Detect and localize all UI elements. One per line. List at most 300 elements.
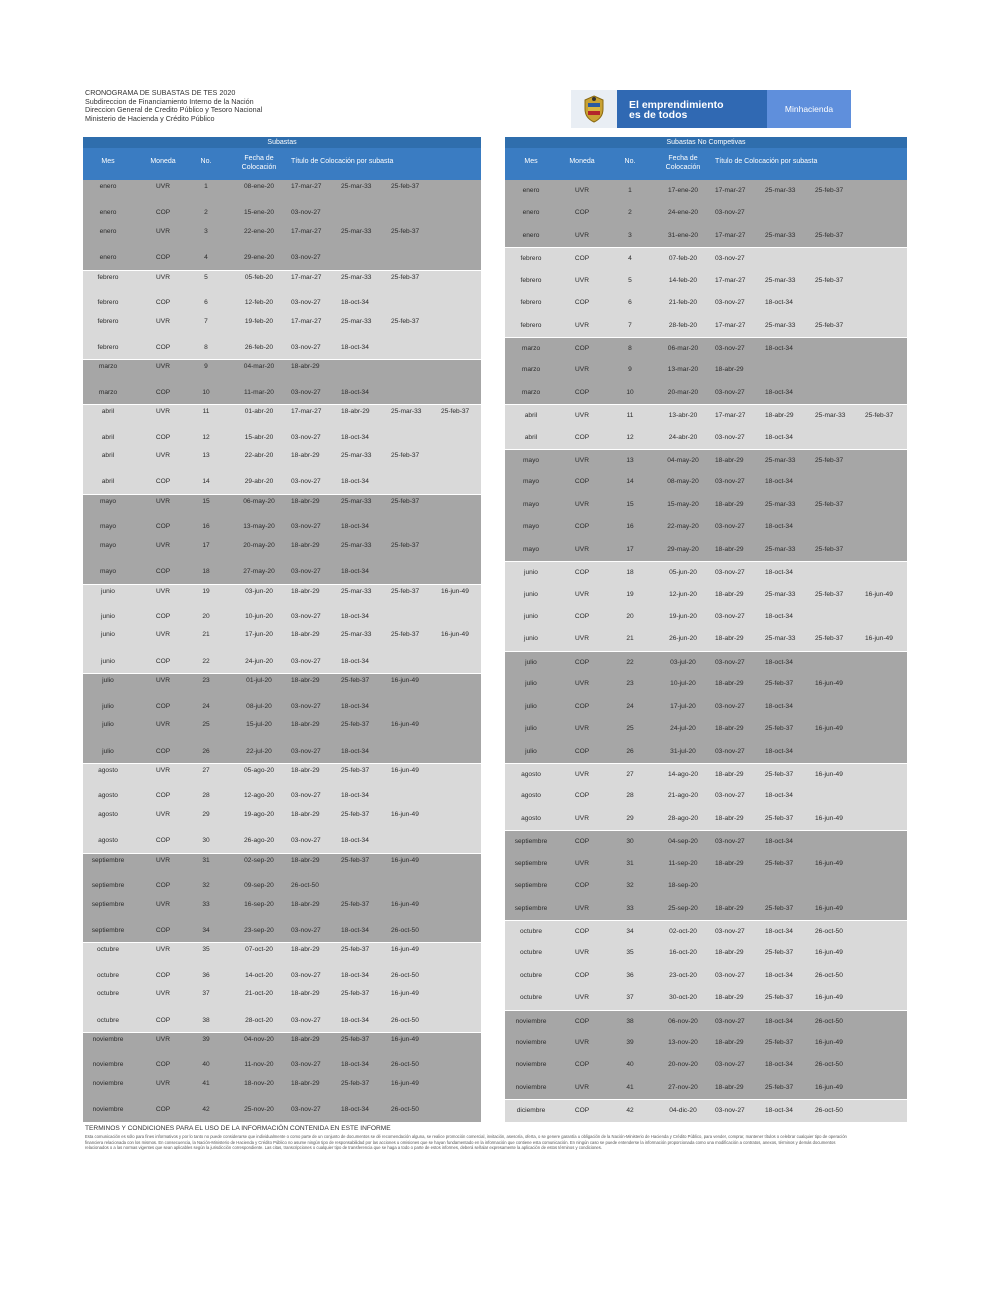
table-row (505, 741, 907, 763)
cell-fecha: 13-may-20 (243, 523, 275, 531)
table-row (505, 404, 907, 426)
cell-fecha: 29-abr-20 (244, 478, 274, 486)
cell-no: 13 (626, 457, 634, 465)
cell-moneda: COP (155, 1016, 171, 1024)
logo-brand: Minhacienda (767, 90, 851, 128)
cell-fecha: 25-nov-20 (244, 1106, 274, 1114)
cell-mes: noviembre (515, 1083, 547, 1091)
table-row (505, 382, 907, 404)
cell-no: 33 (626, 904, 634, 912)
cell-fecha: 11-sep-20 (668, 859, 698, 867)
table-row (83, 337, 481, 359)
table-row (83, 270, 481, 292)
col-fecha-line2: Colocación (665, 164, 701, 171)
cell-fecha: 19-feb-20 (244, 317, 274, 325)
cell-titulo: 25-feb-37 (765, 1083, 794, 1091)
col-mes: Mes (101, 158, 115, 165)
cell-no: 10 (626, 388, 634, 396)
cell-mes: julio (102, 677, 114, 685)
cell-titulo: 25-mar-33 (765, 457, 796, 465)
column-headers (505, 148, 907, 180)
col-fecha-line1: Fecha de (244, 155, 274, 162)
cell-no: 38 (626, 1017, 634, 1025)
cell-moneda: COP (155, 792, 171, 800)
cell-fecha: 18-sep-20 (668, 882, 698, 890)
table-row (83, 718, 481, 740)
cell-titulo: 25-mar-33 (765, 500, 796, 508)
cell-mes: febrero (97, 317, 119, 325)
cell-mes: noviembre (92, 1036, 124, 1044)
cell-titulo: 25-feb-37 (341, 1036, 370, 1044)
cell-no: 15 (202, 497, 210, 505)
cell-mes: julio (525, 702, 537, 710)
cell-titulo: 03-nov-27 (291, 523, 321, 531)
cell-fecha: 06-may-20 (243, 497, 275, 505)
cell-titulo: 03-nov-27 (715, 299, 745, 307)
cell-no: 25 (202, 721, 210, 729)
cell-titulo: 25-mar-33 (341, 317, 372, 325)
cell-mes: febrero (97, 343, 119, 351)
col-moneda: Moneda (150, 158, 176, 165)
cell-titulo: 25-feb-37 (765, 814, 794, 822)
table-row (505, 292, 907, 314)
cell-mes: mayo (522, 545, 540, 553)
cell-moneda: COP (574, 433, 590, 441)
cell-moneda: COP (155, 837, 171, 845)
cell-fecha: 20-mar-20 (667, 388, 699, 396)
cell-fecha: 24-jul-20 (670, 725, 696, 733)
cell-titulo: 18-abr-29 (291, 677, 320, 685)
cell-moneda: UVR (156, 541, 170, 549)
cell-titulo: 16-jun-49 (815, 994, 843, 1002)
colombia-coat-of-arms-icon (571, 90, 617, 128)
cell-moneda: UVR (156, 631, 170, 639)
cell-moneda: UVR (575, 590, 589, 598)
cell-no: 32 (626, 882, 634, 890)
table-row (505, 1010, 907, 1032)
cell-titulo: 25-feb-37 (391, 227, 420, 235)
cell-titulo: 25-feb-37 (815, 276, 844, 284)
cell-titulo: 18-oct-34 (765, 747, 793, 755)
cell-titulo: 26-oct-50 (391, 971, 419, 979)
cell-titulo: 26-oct-50 (391, 926, 419, 934)
cell-titulo: 25-mar-33 (341, 541, 372, 549)
cell-titulo: 26-oct-50 (291, 882, 319, 890)
cell-moneda: COP (155, 971, 171, 979)
table-row (505, 225, 907, 247)
cell-titulo: 18-oct-34 (341, 747, 369, 755)
cell-mes: junio (101, 631, 115, 639)
cell-titulo: 18-oct-34 (341, 792, 369, 800)
cell-titulo: 17-mar-27 (715, 187, 746, 194)
table-row (505, 920, 907, 942)
cell-titulo: 16-jun-49 (815, 1039, 843, 1047)
cell-titulo: 16-jun-49 (391, 810, 419, 818)
cell-fecha: 16-sep-20 (244, 900, 274, 908)
cell-fecha: 17-jul-20 (670, 702, 696, 710)
cell-titulo: 03-nov-27 (291, 478, 321, 486)
cell-titulo: 16-jun-49 (815, 680, 843, 688)
cell-titulo: 18-oct-34 (341, 299, 369, 307)
table-row (83, 987, 481, 1009)
cell-mes: septiembre (91, 856, 125, 864)
cell-no: 29 (626, 814, 634, 822)
cell-mes: octubre (97, 971, 119, 979)
cell-fecha: 04-sep-20 (668, 838, 698, 846)
cell-titulo: 18-abr-29 (715, 1039, 744, 1047)
cell-no: 36 (626, 971, 634, 979)
cell-titulo: 18-oct-34 (765, 344, 793, 352)
report-header (85, 89, 262, 123)
table-row (83, 247, 481, 269)
cell-fecha: 22-abr-20 (244, 452, 274, 460)
cell-titulo: 18-oct-34 (341, 971, 369, 979)
cell-no: 19 (202, 587, 210, 595)
cell-titulo: 18-oct-34 (765, 838, 793, 846)
cell-fecha: 29-ene-20 (243, 254, 275, 262)
cell-no: 21 (626, 635, 634, 643)
header-subdireccion: Subdireccion de Financiamiento Interno de la Nación (85, 96, 254, 106)
table-row (505, 987, 907, 1009)
table-row (505, 651, 907, 673)
cell-titulo: 25-feb-37 (391, 183, 420, 190)
cell-fecha: 29-may-20 (667, 545, 699, 553)
cell-no: 20 (626, 613, 634, 621)
cell-mes: noviembre (92, 1079, 124, 1087)
cell-mes: noviembre (92, 1106, 124, 1114)
cell-moneda: COP (574, 523, 590, 531)
cell-fecha: 14-ago-20 (667, 770, 699, 778)
cell-titulo: 03-nov-27 (715, 971, 745, 979)
cell-moneda: UVR (575, 814, 589, 822)
cell-moneda: UVR (575, 1039, 589, 1047)
table-row (505, 180, 907, 202)
table-row (83, 628, 481, 650)
cell-moneda: COP (574, 569, 590, 577)
cell-titulo: 17-mar-27 (291, 227, 322, 235)
cell-titulo: 03-nov-27 (291, 209, 321, 217)
cell-mes: febrero (520, 321, 542, 329)
cell-no: 27 (626, 770, 634, 778)
cell-no: 17 (202, 541, 210, 549)
cell-moneda: COP (574, 1061, 590, 1069)
cell-titulo: 18-abr-29 (715, 545, 744, 553)
cell-no: 11 (202, 408, 210, 416)
cell-titulo: 18-abr-29 (291, 810, 320, 818)
cell-fecha: 01-abr-20 (244, 408, 274, 416)
cell-moneda: UVR (156, 1079, 170, 1087)
cell-titulo: 26-oct-50 (391, 1106, 419, 1114)
cell-fecha: 20-nov-20 (668, 1061, 698, 1069)
cell-titulo: 18-oct-34 (765, 927, 793, 935)
table-row (83, 830, 481, 852)
cell-moneda: UVR (156, 183, 170, 190)
cell-no: 13 (202, 452, 210, 460)
cell-titulo: 03-nov-27 (715, 344, 745, 352)
cell-titulo: 03-nov-27 (291, 1016, 321, 1024)
cell-titulo: 18-abr-29 (715, 500, 744, 508)
cell-titulo: 26-oct-50 (815, 1107, 843, 1115)
cell-titulo: 18-abr-29 (291, 541, 320, 549)
col-no: No. (624, 158, 636, 165)
cell-moneda: COP (155, 926, 171, 934)
table-row (83, 202, 481, 224)
table-row (505, 427, 907, 449)
cell-titulo: 25-feb-37 (341, 990, 370, 998)
cell-mes: enero (522, 209, 540, 217)
table-row (83, 1077, 481, 1099)
cell-mes: enero (522, 231, 540, 239)
cell-titulo: 18-oct-34 (765, 388, 793, 396)
cell-no: 14 (202, 478, 210, 486)
minhacienda-logo (571, 90, 851, 128)
table-row (83, 808, 481, 830)
cell-titulo: 25-feb-37 (815, 231, 844, 239)
cell-titulo: 25-feb-37 (765, 1039, 794, 1047)
cell-mes: mayo (99, 497, 117, 505)
cell-fecha: 22-jul-20 (246, 747, 272, 755)
cell-fecha: 27-may-20 (243, 568, 275, 576)
cell-no: 4 (628, 255, 632, 263)
cell-fecha: 12-feb-20 (244, 299, 274, 307)
cell-moneda: COP (574, 792, 590, 800)
cell-titulo: 03-nov-27 (715, 433, 745, 441)
cell-fecha: 04-nov-20 (244, 1036, 274, 1044)
cell-moneda: COP (155, 1061, 171, 1069)
table-rows (505, 180, 907, 1122)
cell-mes: mayo (99, 541, 117, 549)
table-row (83, 516, 481, 538)
cell-no: 7 (628, 321, 632, 329)
cell-titulo: 18-oct-34 (765, 569, 793, 577)
cell-mes: noviembre (515, 1061, 547, 1069)
cell-no: 9 (628, 366, 632, 374)
cell-fecha: 31-jul-20 (670, 747, 696, 755)
cell-titulo: 03-nov-27 (291, 702, 321, 710)
cell-titulo: 03-nov-27 (291, 388, 321, 396)
cell-mes: septiembre (514, 859, 548, 867)
cell-mes: marzo (521, 366, 541, 374)
cell-fecha: 16-oct-20 (669, 949, 697, 957)
cell-moneda: UVR (575, 231, 589, 239)
cell-no: 42 (202, 1106, 210, 1114)
cell-mes: mayo (522, 457, 540, 465)
cell-titulo: 25-mar-33 (341, 497, 372, 505)
cell-titulo: 25-feb-37 (391, 587, 420, 595)
cell-titulo: 18-oct-34 (341, 478, 369, 486)
cell-no: 26 (626, 747, 634, 755)
cell-no: 28 (626, 792, 634, 800)
cell-titulo: 18-abr-29 (715, 949, 744, 957)
cell-mes: febrero (520, 255, 542, 263)
cell-moneda: UVR (575, 949, 589, 957)
table-row (505, 561, 907, 583)
cell-no: 5 (628, 276, 632, 284)
cell-titulo: 25-feb-37 (341, 1079, 370, 1087)
cell-titulo: 18-abr-29 (291, 587, 320, 595)
cell-moneda: COP (574, 299, 590, 307)
cell-titulo: 18-abr-29 (715, 457, 744, 465)
cell-mes: mayo (522, 500, 540, 508)
cell-titulo: 18-abr-29 (715, 994, 744, 1002)
cell-no: 33 (202, 900, 210, 908)
cell-titulo: 03-nov-27 (715, 569, 745, 577)
terms-body: Esta comunicación es sólo para fines informativos y por lo tanto no puede considerarse que individualmente o como parte de un conjunto de documentos se dé recomendación alguna, se realice promoción comercial, invitación, asesoría, oferta, o se genere garantía u obligación de la Nación-Ministerio de Hacienda y Crédito Público, para vender, comprar, mantener títulos o celebrar cualquier tipo de operación financiera relacionada con los mismos. En consecuencia, la Nación-Ministerio de Hacienda y Crédito Público no asume ningún tipo de responsabilidad por las acciones u omisiones que se hayan fundamentado en la información que contiene esta comunicación. En ningún caso se puede entenderse la información proporcionada como una modificación a contratos, anexos, términos y demás documentos relacionados o a las normas vigentes que sean aplicables según la jurisdicción correspondiente. Las citas, transcripciones o cualquier tipo de transferencia que se haga a todo o parte de estos informes, deberá señalar expresamente la aplicación de estos términos y condiciones. (85, 1134, 847, 1151)
table-row (83, 898, 481, 920)
cell-titulo: 03-nov-27 (715, 658, 745, 666)
cell-fecha: 26-feb-20 (244, 343, 274, 351)
cell-fecha: 08-jul-20 (246, 702, 272, 710)
cell-no: 23 (202, 677, 210, 685)
cell-titulo: 18-oct-34 (765, 792, 793, 800)
cell-titulo: 16-jun-49 (815, 904, 843, 912)
cell-moneda: COP (574, 344, 590, 352)
col-fecha (655, 154, 711, 172)
cell-titulo: 25-feb-37 (391, 541, 420, 549)
cell-moneda: UVR (156, 408, 170, 416)
cell-mes: octubre (97, 946, 119, 954)
table-row (505, 942, 907, 964)
cell-titulo: 03-nov-27 (291, 343, 321, 351)
cell-titulo: 18-abr-29 (291, 900, 320, 908)
cell-fecha: 04-may-20 (667, 457, 699, 465)
table-row (83, 763, 481, 785)
cell-no: 24 (626, 702, 634, 710)
cell-moneda: COP (574, 971, 590, 979)
cell-titulo: 18-abr-29 (765, 412, 794, 420)
cell-titulo: 03-nov-27 (291, 926, 321, 934)
cell-titulo: 03-nov-27 (291, 433, 321, 441)
cell-moneda: UVR (575, 680, 589, 688)
cell-mes: noviembre (92, 1061, 124, 1069)
cell-titulo: 18-abr-29 (291, 766, 320, 774)
col-no: No. (200, 158, 212, 165)
cell-titulo: 25-feb-37 (391, 317, 420, 325)
cell-moneda: COP (155, 702, 171, 710)
cell-titulo: 18-abr-29 (291, 631, 320, 639)
cell-titulo: 25-mar-33 (765, 545, 796, 553)
cell-no: 37 (626, 994, 634, 1002)
cell-titulo: 18-oct-34 (765, 702, 793, 710)
cell-titulo: 17-mar-27 (291, 408, 322, 416)
cell-moneda: COP (155, 478, 171, 486)
cell-moneda: UVR (156, 587, 170, 595)
cell-moneda: UVR (575, 770, 589, 778)
cell-mes: mayo (522, 523, 540, 531)
table-row (83, 785, 481, 807)
table-row (83, 965, 481, 987)
cell-fecha: 02-oct-20 (669, 927, 697, 935)
cell-mes: julio (525, 658, 537, 666)
cell-titulo: 03-nov-27 (715, 702, 745, 710)
cell-moneda: COP (574, 927, 590, 935)
cell-titulo: 25-feb-37 (391, 452, 420, 460)
cell-titulo: 16-jun-49 (391, 900, 419, 908)
cell-mes: agosto (98, 766, 118, 774)
cell-titulo: 25-feb-37 (391, 497, 420, 505)
cell-moneda: UVR (156, 677, 170, 685)
table-title: Subastas (83, 137, 481, 148)
table-row (83, 1032, 481, 1054)
cell-titulo: 18-oct-34 (341, 926, 369, 934)
cell-no: 24 (202, 702, 210, 710)
cell-moneda: UVR (575, 500, 589, 508)
cell-titulo: 25-feb-37 (815, 457, 844, 465)
cell-mes: junio (101, 657, 115, 665)
cell-mes: marzo (521, 388, 541, 396)
cell-no: 35 (626, 949, 634, 957)
cell-no: 22 (202, 657, 210, 665)
cell-mes: enero (99, 227, 117, 235)
cell-moneda: COP (574, 702, 590, 710)
cell-fecha: 24-abr-20 (668, 433, 698, 441)
cell-mes: octubre (520, 927, 542, 935)
cell-moneda: UVR (156, 810, 170, 818)
cell-no: 38 (202, 1016, 210, 1024)
cell-titulo: 03-nov-27 (291, 792, 321, 800)
cell-moneda: UVR (575, 859, 589, 867)
cell-fecha: 18-nov-20 (244, 1079, 274, 1087)
table-row (505, 584, 907, 606)
table-row (83, 606, 481, 628)
table-row (505, 1077, 907, 1099)
cell-no: 3 (628, 231, 632, 239)
table-row (83, 471, 481, 493)
table-row (505, 808, 907, 830)
table-row (505, 763, 907, 785)
cell-mes: enero (522, 187, 540, 194)
cell-fecha: 17-ene-20 (667, 187, 699, 194)
cell-fecha: 11-mar-20 (244, 388, 274, 396)
cell-no: 36 (202, 971, 210, 979)
cell-no: 40 (202, 1061, 210, 1069)
cell-mes: octubre (520, 949, 542, 957)
cell-titulo: 25-feb-37 (765, 770, 794, 778)
table-row (83, 1054, 481, 1076)
cell-mes: mayo (522, 478, 540, 486)
cell-mes: julio (102, 747, 114, 755)
cell-no: 42 (626, 1107, 634, 1115)
cell-mes: julio (525, 680, 537, 688)
cell-titulo: 03-nov-27 (715, 523, 745, 531)
cell-titulo: 25-mar-33 (765, 590, 796, 598)
cell-no: 5 (204, 273, 208, 281)
cell-titulo: 18-oct-34 (341, 657, 369, 665)
cell-no: 1 (204, 183, 208, 190)
cell-no: 35 (202, 946, 210, 954)
cell-titulo: 18-abr-29 (715, 814, 744, 822)
cell-moneda: COP (155, 613, 171, 621)
cell-fecha: 28-ago-20 (667, 814, 699, 822)
cell-moneda: UVR (575, 994, 589, 1002)
cell-fecha: 13-nov-20 (668, 1039, 698, 1047)
header-ministerio: Ministerio de Hacienda y Crédito Público (85, 113, 215, 123)
cell-no: 12 (202, 433, 210, 441)
cell-fecha: 01-jul-20 (246, 677, 272, 685)
cell-titulo: 18-oct-34 (765, 433, 793, 441)
cell-titulo: 25-feb-37 (765, 994, 794, 1002)
cell-no: 34 (626, 927, 634, 935)
cell-mes: julio (525, 725, 537, 733)
cell-moneda: UVR (156, 990, 170, 998)
cell-fecha: 14-oct-20 (245, 971, 273, 979)
table-row (505, 359, 907, 381)
cell-titulo: 26-oct-50 (815, 1017, 843, 1025)
cell-titulo: 26-oct-50 (391, 1016, 419, 1024)
table-row (505, 1032, 907, 1054)
cell-fecha: 07-oct-20 (245, 946, 273, 954)
cell-titulo: 18-oct-34 (341, 837, 369, 845)
